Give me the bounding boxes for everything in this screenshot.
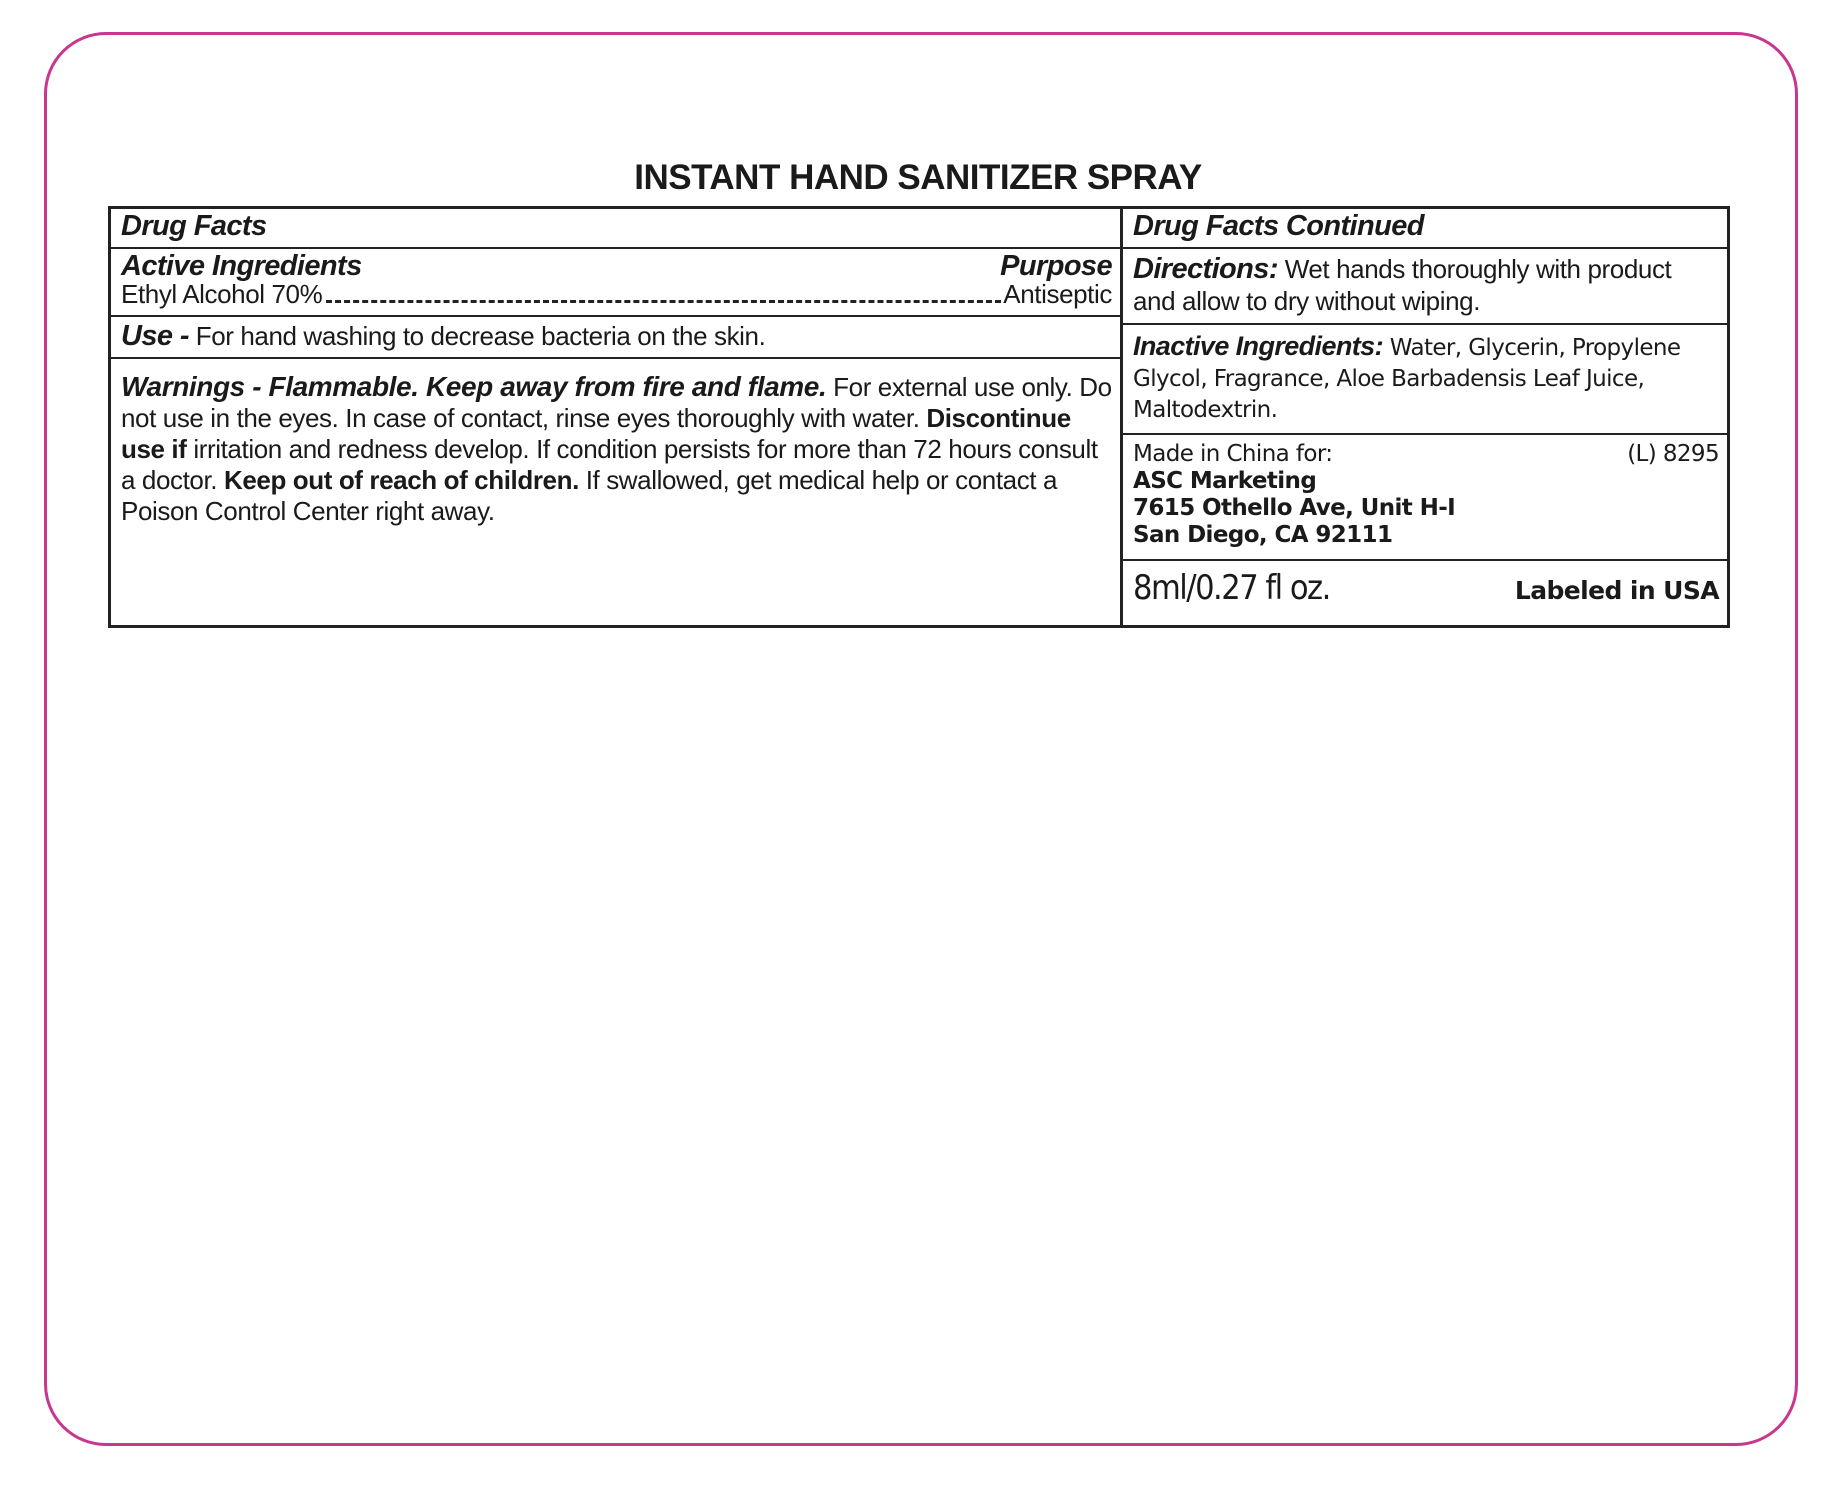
warnings-text-1: For external use only. Do not use in the eyes. In case of contact, rinse eyes thoroughly with water. [121,372,1112,433]
labeled-in-text: Labeled in USA [1514,576,1719,605]
use-section [111,317,1120,359]
drug-facts-continued-header: Drug Facts Continued [1123,209,1727,249]
warnings-section [111,359,1120,625]
directions-section [1123,249,1727,325]
directions-heading: Directions: [1133,253,1278,285]
drug-facts-header: Drug Facts [111,209,1120,249]
warnings-text-3: If swallowed, get medical help or contact a Poison Control Center right away. [121,465,1058,526]
purpose-heading: Purpose [1000,250,1112,282]
inactive-ingredients-text: Water, Glycerin, Propylene Glycol, Fragrance, Aloe Barbadensis Leaf Juice, Maltodextrin. [1133,335,1681,423]
company-name: ASC Marketing [1133,468,1317,494]
inactive-ingredients-section [1123,325,1727,435]
made-in-row [1133,441,1719,468]
company-address-line-2: San Diego, CA 92111 [1133,522,1393,548]
net-quantity-section [1123,561,1727,625]
active-ingredient-row [121,279,1112,309]
dotted-leader [326,300,1001,303]
warnings-keep-out-of-reach: Keep out of reach of children. [223,465,579,495]
net-quantity: 8ml/0.27 fl oz. [1133,568,1330,608]
drug-facts-panel [108,206,1730,628]
net-quantity-row [1133,568,1719,608]
use-text: For hand washing to decrease bacteria on the skin. [195,321,766,351]
made-in-text: Made in China for: [1133,441,1333,467]
product-title: INSTANT HAND SANITIZER SPRAY [634,158,1202,197]
drug-facts-left-column [111,209,1123,625]
use-heading: Use - [121,320,189,352]
inactive-ingredients-heading: Inactive Ingredients: [1133,331,1383,361]
warnings-discontinue-use: Discontinue use if [121,403,1071,464]
warnings-text-2: irritation and redness develop. If condition persists for more than 72 hours consult a doctor. [121,434,1098,495]
company-address-line-1: 7615 Othello Ave, Unit H-I [1133,495,1456,521]
active-ingredients-heading-row [121,251,1112,281]
distributor-section [1123,435,1727,561]
warnings-heading: Warnings - Flammable. Keep away from fire and flame. [121,371,827,402]
active-ingredient-purpose: Antiseptic [1003,279,1112,309]
active-ingredients-heading: Active Ingredients [121,250,362,282]
lot-code: (L) 8295 [1627,441,1719,467]
drug-facts-right-column [1123,209,1727,625]
active-ingredient-name: Ethyl Alcohol 70% [121,279,323,309]
directions-text: Wet hands thoroughly with product and allow to dry without wiping. [1133,254,1672,316]
active-ingredients-section [111,249,1120,317]
